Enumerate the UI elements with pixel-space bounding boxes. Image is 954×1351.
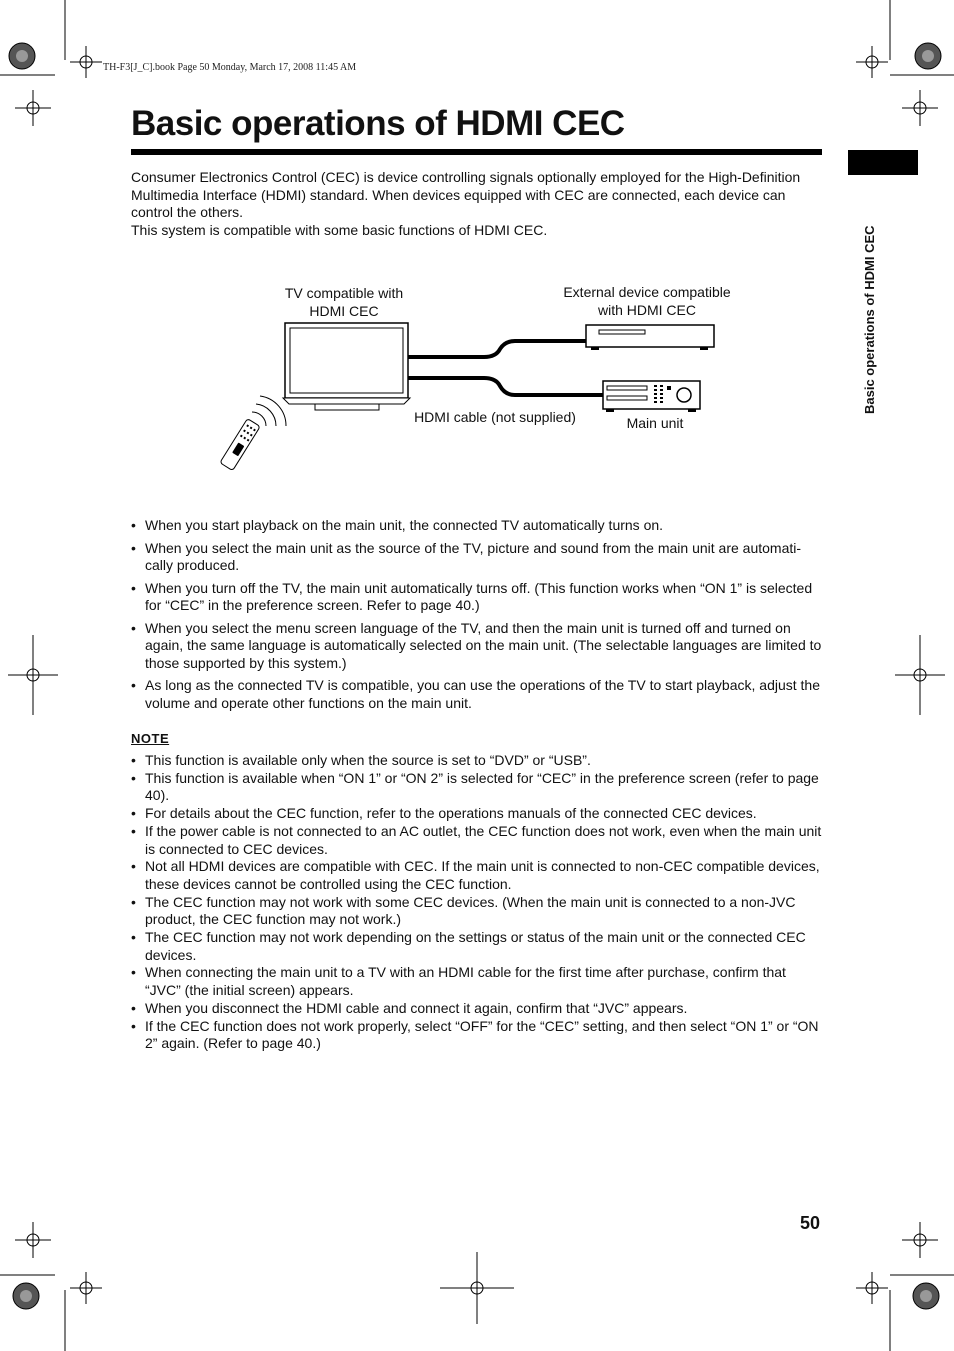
intro-paragraph: This system is compatible with some basic functions of HDMI CEC.: [131, 221, 548, 238]
note-item: • If the power cable is not connected to an AC outlet, the CEC function does not work, even when the main unit is connected to CEC devices.: [131, 823, 823, 858]
note-heading: NOTE: [131, 731, 170, 746]
tv-icon: [283, 323, 410, 410]
main-unit-icon: [603, 381, 700, 412]
external-device-label-line: External device compatible: [563, 284, 731, 300]
main-unit-label: Main unit: [626, 415, 684, 431]
remote-control-icon: [220, 396, 286, 471]
external-device-label-line: with HDMI CEC: [597, 301, 696, 318]
tv-label-line: TV compatible with: [284, 285, 404, 301]
list-item: • When you turn off the TV, the main unit automatically turns off. (This function works when “ON 1” is selected for “CEC” in the preference screen. Refer to page 40.): [131, 580, 823, 615]
note-item: • For details about the CEC function, refer to the operations manuals of the connected CEC devices.: [131, 805, 823, 823]
feature-list: [131, 517, 823, 717]
external-device-icon: [586, 325, 714, 350]
list-item: • When you start playback on the main unit, the connected TV automatically turns on.: [131, 517, 823, 535]
tv-label-line: HDMI CEC: [309, 302, 379, 319]
list-item: • As long as the connected TV is compatible, you can use the operations of the TV to start playback, adjust the volume and operate other functions on the main unit.: [131, 677, 823, 712]
note-item: • When you disconnect the HDMI cable and connect it again, confirm that “JVC” appears.: [131, 1000, 823, 1018]
note-list: [131, 752, 823, 1053]
hdmi-cable-icon: [408, 341, 603, 395]
note-item: • Not all HDMI devices are compatible with CEC. If the main unit is connected to non-CEC compatible devices, these devices cannot be controlled using the CEC function.: [131, 858, 823, 893]
note-item: • When connecting the main unit to a TV with an HDMI cable for the first time after purchase, confirm that “JVC” (the initial screen) appears.: [131, 964, 823, 999]
page-title: Basic operations of HDMI CEC: [131, 104, 625, 143]
note-item: • If the CEC function does not work properly, select “OFF” for the “CEC” setting, and then select “ON 1” or “ON 2” again. (Refer to page 40.): [131, 1018, 823, 1053]
tv-label: [274, 285, 414, 320]
note-item: • The CEC function may not work depending on the settings or status of the main unit or the connected CEC devices.: [131, 929, 823, 964]
intro-paragraph: Consumer Electronics Control (CEC) is device controlling signals optionally employed for the High-Definition Multimedia Interface (HDMI) standard. When devices equipped with CEC are connected, each device can control the others.: [131, 169, 801, 220]
list-item: • When you select the menu screen language of the TV, and then the main unit is turned off and turned on again, the same language is automatically selected on the main unit. (The selectable languages are limited to those supported by this system.): [131, 620, 823, 673]
note-item: • This function is available only when the source is set to “DVD” or “USB”.: [131, 752, 823, 770]
page-number: 50: [800, 1213, 821, 1233]
side-tab-label: Basic operations of HDMI CEC: [862, 225, 877, 414]
book-header-note: TH-F3[J_C].book Page 50 Monday, March 17, 2008 11:45 AM: [103, 62, 357, 73]
list-item: • When you select the main unit as the source of the TV, picture and sound from the main unit are automati-cally produced.: [131, 540, 823, 575]
note-item: • The CEC function may not work with some CEC devices. (When the main unit is connected to a non-JVC product, the CEC function may not work.): [131, 894, 823, 929]
cable-label: HDMI cable (not supplied): [414, 409, 576, 425]
note-item: • This function is available when “ON 1” or “ON 2” is selected for “CEC” in the preference screen (refer to page 40).: [131, 770, 823, 805]
external-device-label: [557, 284, 737, 319]
